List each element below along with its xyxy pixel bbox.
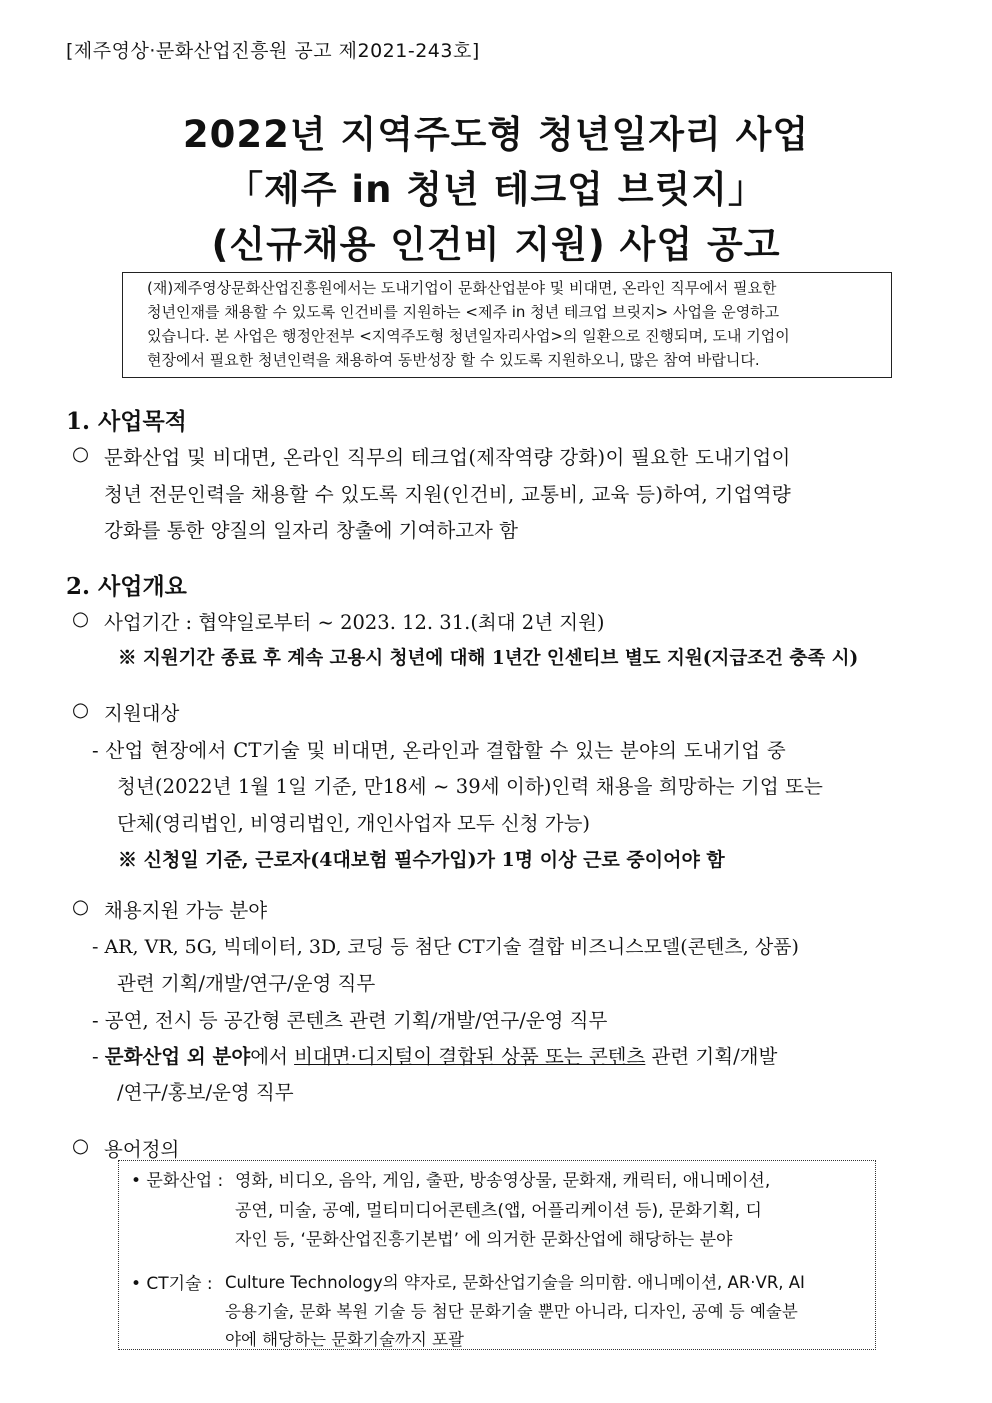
period-note: ※ 지원기간 종료 후 계속 고용시 청년에 대해 1년간 인센티브 별도 지원(지급조건 충족 시)	[118, 648, 859, 669]
target-bullet	[72, 698, 89, 721]
period-bullet	[72, 607, 89, 630]
term-ct-line: 응용기술, 문화 복원 기술 등 첨단 문화기술 뿐만 아니라, 디자인, 공예 등 예술분	[225, 1302, 798, 1321]
term-culture-line: 자인 등, ‘문화산업진흥기본법’ 에 의거한 문화산업에 해당하는 분야	[235, 1230, 733, 1250]
term-culture-line: 공연, 미술, 공예, 멀티미디어콘텐츠(앱, 어플리케이션 등), 문화기획, 디	[235, 1201, 762, 1221]
target-line-1: - 산업 현장에서 CT기술 및 비대면, 온라인과 결합할 수 있는 분야의 도내기업 중	[92, 739, 787, 762]
purpose-line-3: 강화를 통한 양질의 일자리 창출에 기여하고자 함	[104, 519, 518, 542]
fields-item-1-line-2: 관련 기획/개발/연구/운영 직무	[117, 972, 376, 995]
fields-item-3-line-1	[92, 1041, 777, 1069]
notice-number: [제주영상·문화산업진흥원 공고 제2021-243호]	[66, 40, 480, 62]
text: 에서	[250, 1045, 295, 1068]
section-1-heading: 1. 사업목적	[66, 408, 187, 435]
section-2-heading: 2. 사업개요	[66, 573, 187, 600]
bullet: ○	[72, 607, 90, 630]
term-ct-line: Culture Technology의 약자로, 문화산업기술을 의미함. 애니메이션, AR·VR, AI	[225, 1273, 805, 1292]
intro-line: (재)제주영상문화산업진흥원에서는 도내기업이 문화산업분야 및 비대면, 온라인 직무에서 필요한	[147, 279, 777, 297]
fields-heading: 채용지원 가능 분야	[104, 899, 268, 922]
intro-line: 있습니다. 본 사업은 행정안전부 <지역주도형 청년일자리사업>의 일환으로 진행되며, 도내 기업이	[147, 327, 790, 345]
fields-item-1-line-1: - AR, VR, 5G, 빅데이터, 3D, 코딩 등 첨단 CT기술 결합 비즈니스모델(콘텐츠, 상품)	[92, 936, 799, 958]
title-line-1: 2022년 지역주도형 청년일자리 사업	[182, 113, 810, 156]
intro-box	[122, 272, 892, 378]
bullet: ○	[72, 895, 90, 918]
period-line: 사업기간 : 협약일로부터 ~ 2023. 12. 31.(최대 2년 지원)	[104, 611, 605, 634]
fields-item-3-line-2: /연구/홍보/운영 직무	[117, 1081, 294, 1104]
purpose-line-1: 문화산업 및 비대면, 온라인 직무의 테크업(제작역량 강화)이 필요한 도내기업이	[104, 446, 791, 469]
bullet: ○	[72, 698, 90, 721]
target-note: ※ 신청일 기준, 근로자(4대보험 필수가입)가 1명 이상 근로 중이어야 함	[118, 849, 725, 871]
title-line-2: 「제주 in 청년 테크업 브릿지」	[226, 168, 766, 211]
bullet: ○	[72, 1134, 90, 1157]
target-line-3: 단체(영리법인, 비영리법인, 개인사업자 모두 신청 가능)	[117, 812, 591, 835]
terms-bullet	[72, 1134, 89, 1157]
fields-bullet	[72, 895, 89, 918]
purpose-line-2: 청년 전문인력을 채용할 수 있도록 지원(인건비, 교통비, 교육 등)하여, 기업역량	[104, 483, 792, 506]
intro-line: 현장에서 필요한 청년인력을 채용하여 동반성장 할 수 있도록 지원하오니, 많은 참여 바랍니다.	[147, 351, 760, 369]
term-label-culture: • 문화산업 :	[131, 1171, 224, 1191]
title-line-3: (신규채용 인건비 지원) 사업 공고	[211, 223, 781, 266]
text: 관련 기획/개발	[645, 1045, 778, 1068]
term-label-ct: • CT기술 :	[131, 1274, 213, 1294]
terms-box	[118, 1160, 876, 1350]
underlined-text: 비대면·디지털이 결합된 상품 또는 콘텐츠	[294, 1045, 646, 1068]
terms-heading: 용어정의	[104, 1138, 180, 1161]
section-1-bullet: ○	[72, 442, 90, 465]
term-ct-line: 야에 해당하는 문화기술까지 포괄	[225, 1330, 464, 1349]
intro-line: 청년인재를 채용할 수 있도록 인건비를 지원하는 <제주 in 청년 테크업 브릿지> 사업을 운영하고	[147, 303, 780, 321]
target-line-2: 청년(2022년 1월 1일 기준, 만18세 ~ 39세 이하)인력 채용을 희망하는 기업 또는	[117, 775, 823, 798]
dash: -	[92, 1045, 105, 1068]
target-heading: 지원대상	[104, 702, 180, 725]
term-culture-line: 영화, 비디오, 음악, 게임, 출판, 방송영상물, 문화재, 캐릭터, 애니메이션,	[235, 1171, 771, 1191]
emphasis-text: 문화산업 외 분야	[104, 1045, 251, 1068]
fields-item-2: - 공연, 전시 등 공간형 콘텐츠 관련 기획/개발/연구/운영 직무	[92, 1009, 608, 1032]
